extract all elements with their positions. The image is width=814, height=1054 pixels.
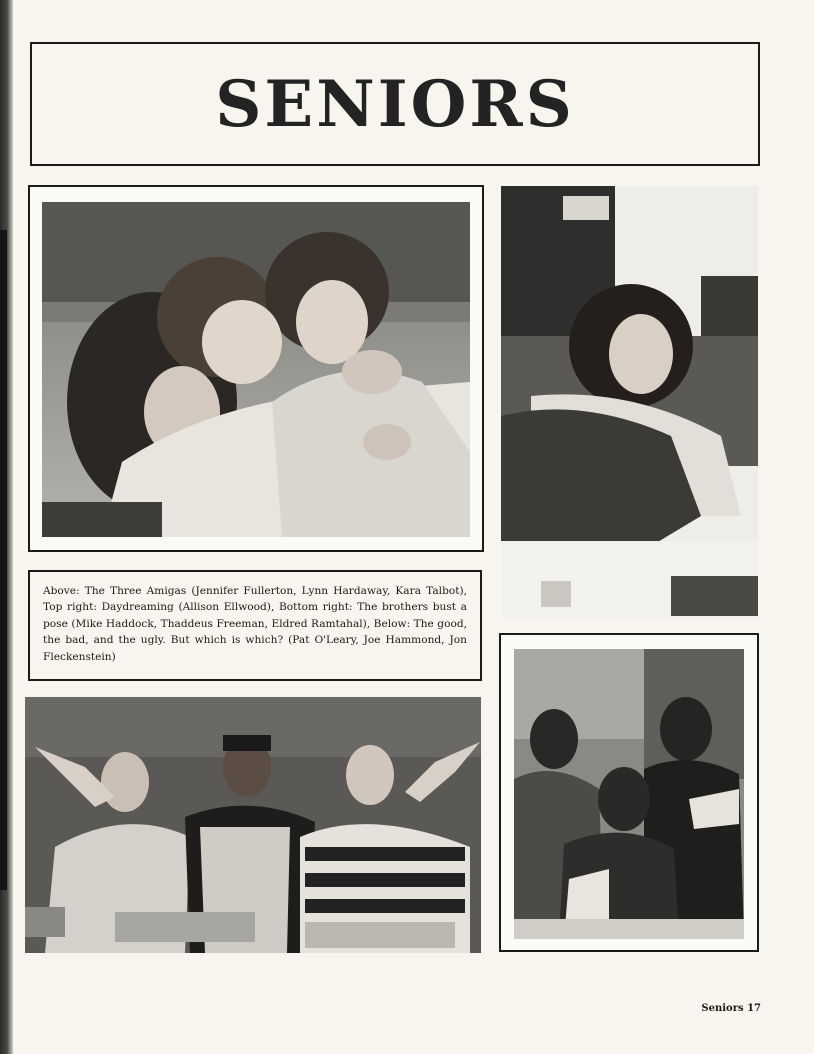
page-binding-edge bbox=[0, 0, 13, 1054]
caption-box bbox=[28, 570, 482, 681]
photo-brothers bbox=[514, 649, 744, 939]
photo-daydreaming bbox=[501, 186, 758, 618]
page-title: SENIORS bbox=[215, 66, 575, 142]
photo-caption: Above: The Three Amigas (Jennifer Fullerton, Lynn Hardaway, Kara Talbot), Top right: Daydreaming (Allison Ellwood), Bottom right: The brothers bust a pose (Mike Haddock, Thaddeus Freeman, Eldred Ramtahal), Below: The good, the bad, and the ugly. But which is which? (Pat O'Leary, Joe Hammond, Jon Fleckenstein) bbox=[43, 585, 467, 663]
title-box bbox=[30, 42, 760, 166]
photo-frame-three-amigas bbox=[28, 185, 484, 552]
photo-frame-brothers bbox=[499, 633, 759, 952]
page-folio: Seniors 17 bbox=[701, 1003, 761, 1014]
photo-three-amigas bbox=[42, 202, 470, 537]
photo-three-boys bbox=[25, 697, 481, 953]
